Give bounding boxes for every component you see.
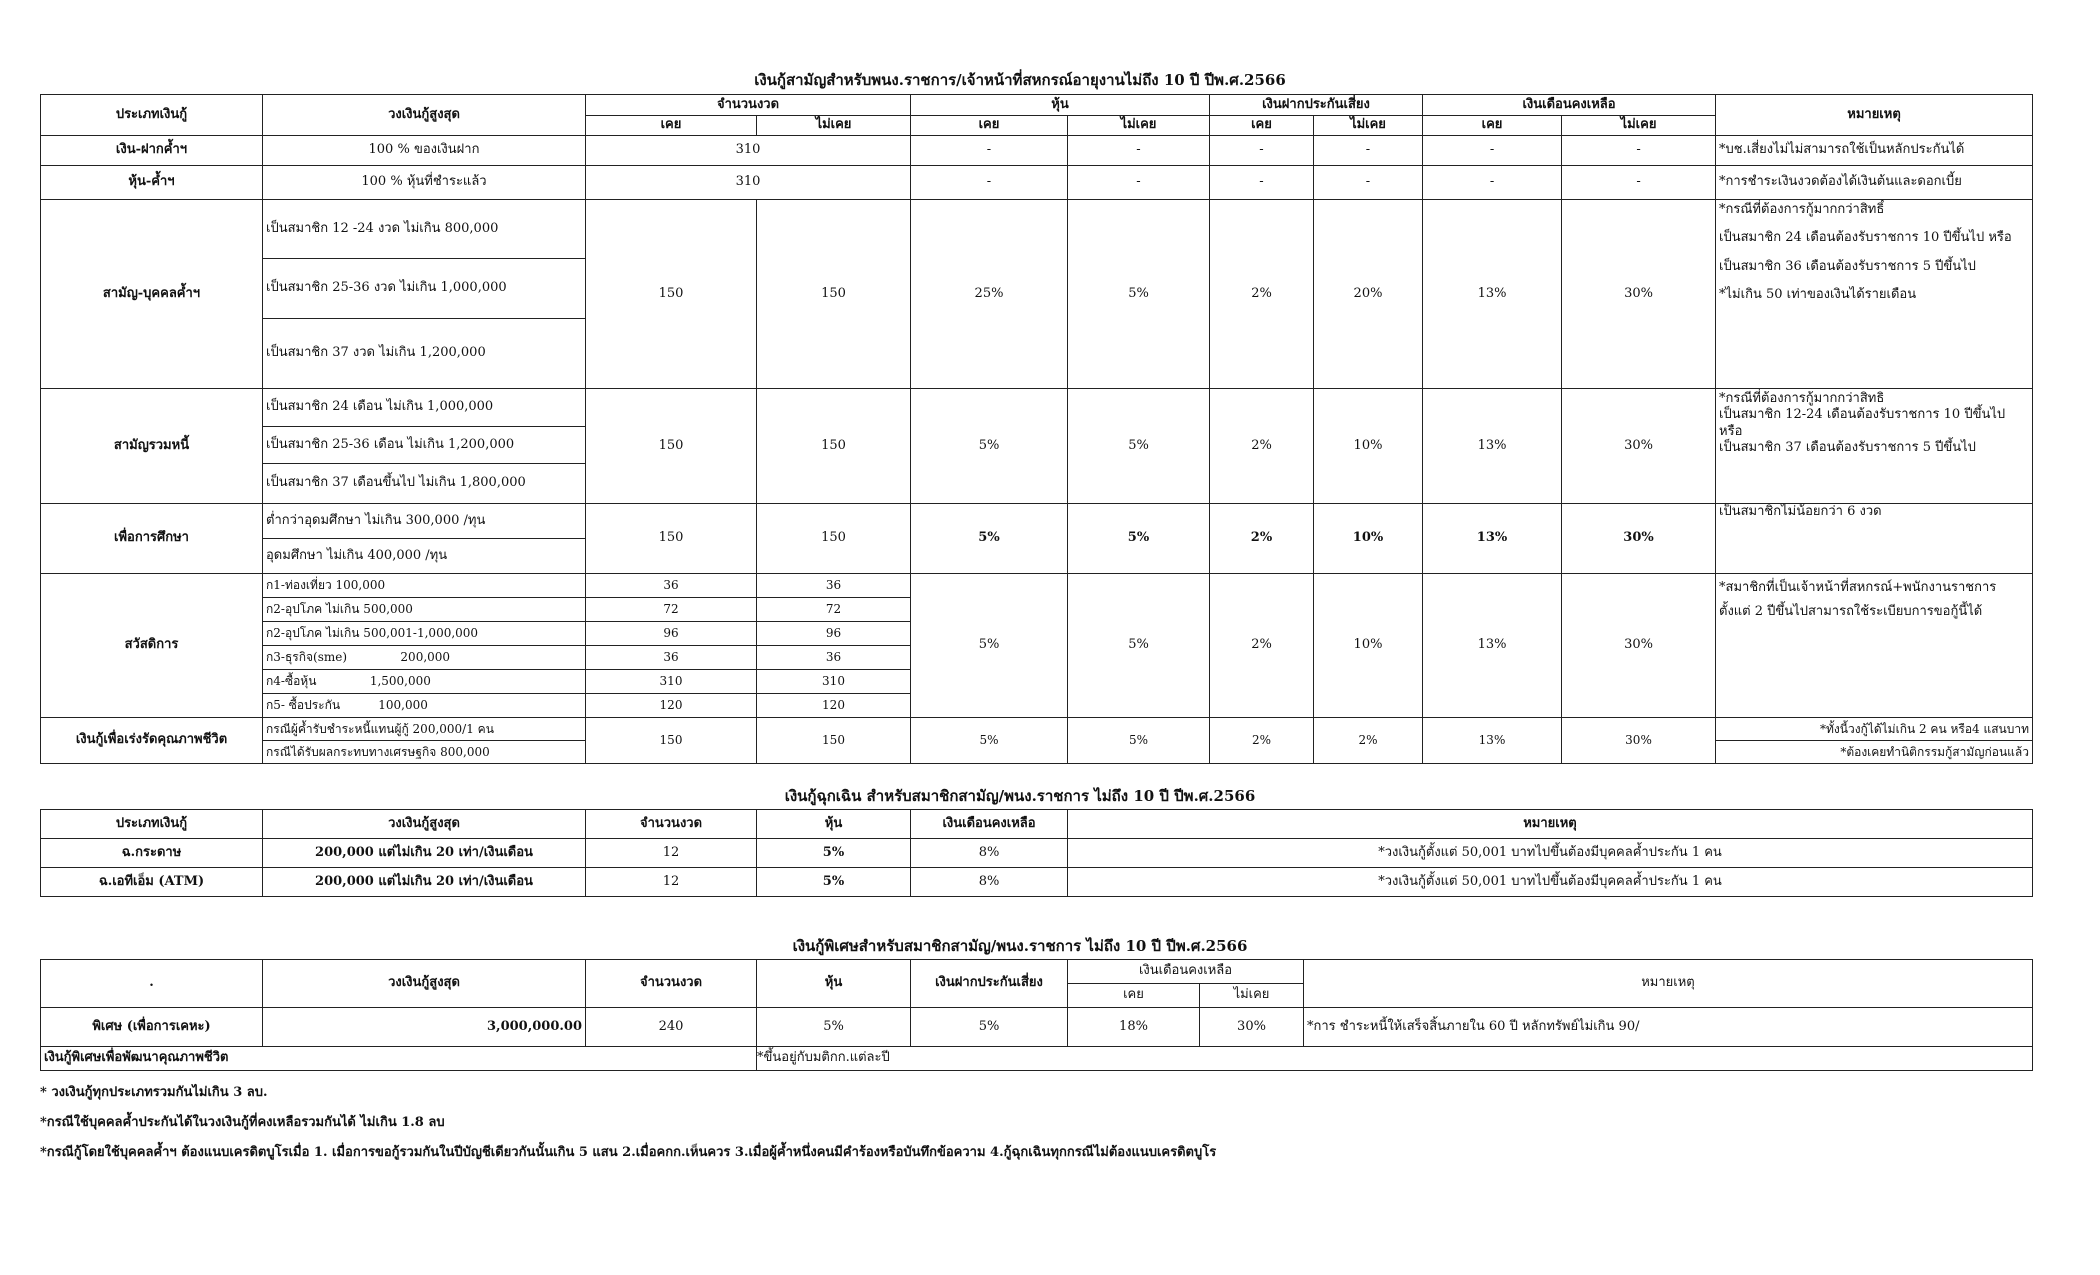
value-cell: - (1068, 136, 1210, 166)
footnote: *กรณีกู้โดยใช้บุคคลค้ำฯ ต้องแนบเครดิตบูโรเมื่อ 1. เมื่อการขอกู้รวมกันในปีบัญชีเดียวกันนั้นเกิน 5 แสน 2.เมื่อคกก.เห็นควร 3.เมื่อผู้ค้ำหนึ่งคนมีคำร้องหรือบันทึกข้อความ 4.กู้ฉุกเฉินทุกกรณีไม่ต้องแนบเครดิตบูโร (40, 1145, 1217, 1160)
value-cell: 150 (586, 389, 757, 504)
table1-title: เงินกู้สามัญสำหรับพนง.ราชการ/เจ้าหน้าที่สหกรณ์อายุงานไม่ถึง 10 ปี ปีพ.ศ.2566 (754, 71, 1286, 89)
header-blank: . (41, 960, 263, 1008)
value-cell: 5% (1068, 389, 1210, 504)
value-cell: 13% (1423, 200, 1562, 389)
loan-type-cell: พิเศษ (เพื่อการเคหะ) (41, 1008, 263, 1047)
table-row (41, 1008, 2033, 1047)
value-cell: - (1562, 136, 1716, 166)
header-never: ไม่เคย (1314, 116, 1423, 136)
note-cell: *ขึ้นอยู่กับมติกก.แต่ละปี (757, 1047, 2033, 1071)
value-cell: 36 (757, 646, 911, 670)
header-risk-deposit: เงินฝากประกันเสี่ยง (911, 960, 1068, 1008)
header-never: ไม่เคย (1562, 116, 1716, 136)
note-line: *กรณีที่ต้องการกู้มากกว่าสิทธิ์ (1719, 202, 1885, 217)
value-cell: 150 (757, 718, 911, 764)
value-cell: 30% (1562, 574, 1716, 718)
header-shares: หุ้น (757, 810, 911, 839)
table-row (41, 166, 2033, 200)
value-cell: 72 (586, 598, 757, 622)
note-line: เป็นสมาชิก 24 เดือนต้องรับราชการ 10 ปีขึ้นไป หรือ (1719, 230, 2012, 246)
note-cell: *วงเงินกู้ตั้งแต่ 50,001 บาทไปขึ้นต้องมีบุคคลค้ำประกัน 1 คน (1068, 839, 2033, 868)
header-shares: หุ้น (757, 960, 911, 1008)
loan-type-cell: สามัญรวมหนี้ (41, 389, 263, 504)
value-cell: 10% (1314, 574, 1423, 718)
max-amount-cell: ก2-อุปโภค ไม่เกิน 500,000 (263, 598, 586, 622)
value-cell: 20% (1314, 200, 1423, 389)
value-cell: 10% (1314, 389, 1423, 504)
max-amount-cell: กรณีได้รับผลกระทบทางเศรษฐกิจ 800,000 (263, 741, 586, 764)
header-ever: เคย (911, 116, 1068, 136)
value-cell: 13% (1423, 718, 1562, 764)
header-never: ไม่เคย (757, 116, 911, 136)
header-loan-type: ประเภทเงินกู้ (41, 95, 263, 136)
header-max-amount: วงเงินกู้สูงสุด (263, 960, 586, 1008)
value-cell: - (1068, 166, 1210, 200)
max-amount-cell: ต่ำกว่าอุดมศึกษา ไม่เกิน 300,000 /ทุน (263, 504, 586, 539)
value-cell: 150 (757, 389, 911, 504)
value-cell: 5% (911, 1008, 1068, 1047)
footnote: *กรณีใช้บุคคลค้ำประกันได้ในวงเงินกู้ที่คงเหลือรวมกันได้ ไม่เกิน 1.8 ลบ (40, 1115, 445, 1130)
note-cell: *ทั้งนี้วงกู้ได้ไม่เกิน 2 คน หรือ4 แสนบาท (1716, 718, 2033, 741)
value-cell: 5% (911, 504, 1068, 574)
emergency-loan-table (40, 809, 2033, 897)
max-amount-cell: เป็นสมาชิก 12 -24 งวด ไม่เกิน 800,000 (263, 200, 586, 259)
loan-type-cell: หุ้น-ค้ำฯ (41, 166, 263, 200)
value-cell: 120 (757, 694, 911, 718)
installments-cell: 12 (586, 839, 757, 868)
header-note: หมายเหตุ (1716, 95, 2033, 136)
value-cell: 5% (757, 839, 911, 868)
table-row (41, 574, 2033, 598)
max-amount-cell: เป็นสมาชิก 25-36 งวด ไม่เกิน 1,000,000 (263, 259, 586, 319)
value-cell: - (1210, 166, 1314, 200)
table-row (41, 504, 2033, 539)
header-shares: หุ้น (911, 95, 1210, 116)
table3-title: เงินกู้พิเศษสำหรับสมาชิกสามัญ/พนง.ราชการ ไม่ถึง 10 ปี ปีพ.ศ.2566 (792, 937, 1248, 955)
max-amount-cell: อุดมศึกษา ไม่เกิน 400,000 /ทุน (263, 539, 586, 574)
value-cell: 8% (911, 868, 1068, 897)
value-cell: 96 (757, 622, 911, 646)
max-amount-cell: เป็นสมาชิก 25-36 เดือน ไม่เกิน 1,200,000 (263, 427, 586, 464)
value-cell: 150 (586, 200, 757, 389)
installments-cell: 240 (586, 1008, 757, 1047)
note-line: เป็นสมาชิก 37 เดือนต้องรับราชการ 5 ปีขึ้นไป (1719, 439, 1976, 455)
value-cell: - (1562, 166, 1716, 200)
loan-type-cell: ฉ.เอทีเอ็ม (ATM) (41, 868, 263, 897)
value-cell: 13% (1423, 504, 1562, 574)
table-row (41, 868, 2033, 897)
value-cell: 30% (1562, 504, 1716, 574)
value-cell: 96 (586, 622, 757, 646)
loan-type-cell: สามัญ-บุคคลค้ำฯ (41, 200, 263, 389)
value-cell: - (911, 136, 1068, 166)
table2-title: เงินกู้ฉุกเฉิน สำหรับสมาชิกสามัญ/พนง.ราชการ ไม่ถึง 10 ปี ปีพ.ศ.2566 (784, 787, 1256, 805)
value-cell: 310 (757, 670, 911, 694)
value-cell: 2% (1210, 504, 1314, 574)
header-ever: เคย (1210, 116, 1314, 136)
note-line: *กรณีที่ต้องการกู้มากกว่าสิทธิ (1719, 391, 1885, 406)
value-cell: 5% (911, 574, 1068, 718)
max-amount-cell: ก4-ซื้อหุ้น 1,500,000 (263, 670, 586, 694)
max-amount-cell: 200,000 แต่ไม่เกิน 20 เท่า/เงินเดือน (263, 839, 586, 868)
note-cell: *บช.เสี่ยงไม่ไม่สามารถใช้เป็นหลักประกันได้ (1716, 136, 2033, 166)
value-cell: 150 (757, 200, 911, 389)
note-cell: เป็นสมาชิกไม่น้อยกว่า 6 งวด (1716, 504, 2033, 574)
value-cell: 5% (911, 718, 1068, 764)
max-amount-cell: เป็นสมาชิก 37 เดือนขึ้นไป ไม่เกิน 1,800,000 (263, 464, 586, 504)
value-cell: 36 (757, 574, 911, 598)
value-cell: 5% (757, 868, 911, 897)
special-loan-table (40, 959, 2033, 1071)
note-cell (1716, 200, 2033, 389)
note-cell: *วงเงินกู้ตั้งแต่ 50,001 บาทไปขึ้นต้องมีบุคคลค้ำประกัน 1 คน (1068, 868, 2033, 897)
max-amount-cell: 3,000,000.00 (263, 1008, 586, 1047)
header-installments: จำนวนงวด (586, 95, 911, 116)
value-cell: - (911, 166, 1068, 200)
header-ever: เคย (1423, 116, 1562, 136)
table-row (41, 389, 2033, 427)
value-cell: - (1423, 166, 1562, 200)
ordinary-loan-table (40, 94, 2033, 764)
note-cell (1716, 389, 2033, 504)
value-cell: 13% (1423, 574, 1562, 718)
table-row (41, 136, 2033, 166)
max-amount-cell: 200,000 แต่ไม่เกิน 20 เท่า/เงินเดือน (263, 868, 586, 897)
header-installments: จำนวนงวด (586, 960, 757, 1008)
loan-type-cell: เงิน-ฝากค้ำฯ (41, 136, 263, 166)
table-row (41, 1047, 2033, 1071)
installments-cell: 310 (586, 136, 911, 166)
value-cell: - (1423, 136, 1562, 166)
note-line: *ไม่เกิน 50 เท่าของเงินได้รายเดือน (1719, 286, 1917, 302)
value-cell: 5% (1068, 574, 1210, 718)
loan-type-cell: เงินกู้พิเศษเพื่อพัฒนาคุณภาพชีวิต (41, 1047, 757, 1071)
header-never: ไม่เคย (1200, 984, 1304, 1008)
table-row (41, 839, 2033, 868)
header-max-amount: วงเงินกู้สูงสุด (263, 95, 586, 136)
value-cell: 5% (1068, 504, 1210, 574)
note-line: เป็นสมาชิก 36 เดือนต้องรับราชการ 5 ปีขึ้นไป (1719, 258, 1976, 274)
max-amount-cell: 100 % ของเงินฝาก (263, 136, 586, 166)
value-cell: 13% (1423, 389, 1562, 504)
table-row (41, 718, 2033, 741)
max-amount-cell: ก2-อุปโภค ไม่เกิน 500,001-1,000,000 (263, 622, 586, 646)
header-remaining-salary: เงินเดือนคงเหลือ (1423, 95, 1716, 116)
header-ever: เคย (1068, 984, 1200, 1008)
note-cell: *การชำระเงินงวดต้องได้เงินต้นและดอกเบี้ย (1716, 166, 2033, 200)
header-remaining-salary: เงินเดือนคงเหลือ (1068, 960, 1304, 984)
value-cell: 30% (1562, 200, 1716, 389)
value-cell: 150 (586, 504, 757, 574)
loan-type-cell: ฉ.กระดาษ (41, 839, 263, 868)
value-cell: 5% (1068, 718, 1210, 764)
value-cell: 72 (757, 598, 911, 622)
note-cell (1716, 574, 2033, 718)
max-amount-cell: กรณีผู้ค้ำรับชำระหนี้แทนผู้กู้ 200,000/1 คน (263, 718, 586, 741)
note-line: *สมาชิกที่เป็นเจ้าหน้าที่สหกรณ์+พนักงานราชการ (1719, 580, 1997, 595)
value-cell: 10% (1314, 504, 1423, 574)
header-risk-deposit: เงินฝากประกันเสี่ยง (1210, 95, 1423, 116)
note-cell: *การ ชำระหนี้ให้เสร็จสิ้นภายใน 60 ปี หลักทรัพย์ไม่เกิน 90/ (1304, 1008, 2033, 1047)
value-cell: 5% (1068, 200, 1210, 389)
value-cell: 150 (757, 504, 911, 574)
max-amount-cell: เป็นสมาชิก 37 งวด ไม่เกิน 1,200,000 (263, 319, 586, 389)
installments-cell: 12 (586, 868, 757, 897)
header-never: ไม่เคย (1068, 116, 1210, 136)
header-installments: จำนวนงวด (586, 810, 757, 839)
header-ever: เคย (586, 116, 757, 136)
value-cell: 25% (911, 200, 1068, 389)
loan-type-cell: เพื่อการศึกษา (41, 504, 263, 574)
value-cell: 30% (1200, 1008, 1304, 1047)
max-amount-cell: เป็นสมาชิก 24 เดือน ไม่เกิน 1,000,000 (263, 389, 586, 427)
value-cell: 5% (757, 1008, 911, 1047)
value-cell: 2% (1314, 718, 1423, 764)
value-cell: 36 (586, 646, 757, 670)
max-amount-cell: 100 % หุ้นที่ชำระแล้ว (263, 166, 586, 200)
value-cell: 120 (586, 694, 757, 718)
value-cell: 30% (1562, 389, 1716, 504)
max-amount-cell: ก3-ธุรกิจ(sme) 200,000 (263, 646, 586, 670)
value-cell: 2% (1210, 574, 1314, 718)
value-cell: - (1314, 166, 1423, 200)
header-note: หมายเหตุ (1304, 960, 2033, 1008)
value-cell: 18% (1068, 1008, 1200, 1047)
footnote: * วงเงินกู้ทุกประเภทรวมกันไม่เกิน 3 ลบ. (40, 1085, 268, 1100)
header-remaining-salary: เงินเดือนคงเหลือ (911, 810, 1068, 839)
value-cell: - (1314, 136, 1423, 166)
table-row (41, 200, 2033, 259)
loan-type-cell: สวัสดิการ (41, 574, 263, 718)
max-amount-cell: ก1-ท่องเที่ยว 100,000 (263, 574, 586, 598)
loan-type-cell: เงินกู้เพื่อเร่งรัดคุณภาพชีวิต (41, 718, 263, 764)
value-cell: 150 (586, 718, 757, 764)
note-line: ตั้งแต่ 2 ปีขึ้นไปสามารถใช้ระเบียบการขอกู้นี้ได้ (1719, 604, 1983, 619)
note-cell: *ต้องเคยทำนิติกรรมกู้สามัญก่อนแล้ว (1716, 741, 2033, 764)
max-amount-cell: ก5- ซื้อประกัน 100,000 (263, 694, 586, 718)
value-cell: 36 (586, 574, 757, 598)
header-max-amount: วงเงินกู้สูงสุด (263, 810, 586, 839)
value-cell: - (1210, 136, 1314, 166)
value-cell: 2% (1210, 389, 1314, 504)
value-cell: 30% (1562, 718, 1716, 764)
value-cell: 310 (586, 670, 757, 694)
value-cell: 8% (911, 839, 1068, 868)
installments-cell: 310 (586, 166, 911, 200)
value-cell: 2% (1210, 718, 1314, 764)
value-cell: 2% (1210, 200, 1314, 389)
note-line: เป็นสมาชิก 12-24 เดือนต้องรับราชการ 10 ปีขึ้นไป หรือ (1719, 407, 2006, 439)
header-note: หมายเหตุ (1068, 810, 2033, 839)
header-loan-type: ประเภทเงินกู้ (41, 810, 263, 839)
value-cell: 5% (911, 389, 1068, 504)
